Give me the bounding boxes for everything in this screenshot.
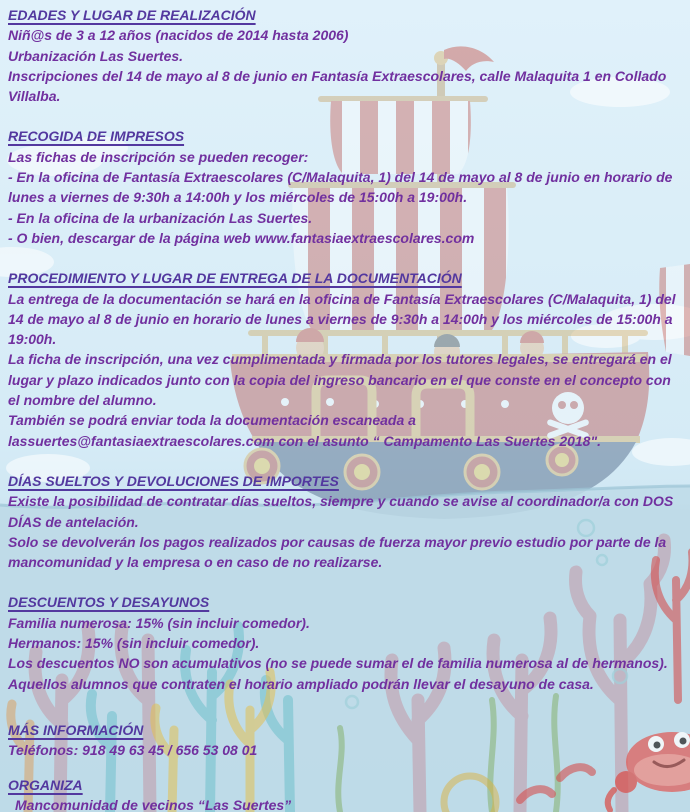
section-title-mas-informacion: MÁS INFORMACIÓN [8, 721, 144, 738]
paragraph: La ficha de inscripción, una vez cumplimentada y firmada por los tutores legales, se entregará en el lugar y plazo indicados junto con la copia del ingreso bancario en el que conste en el concepto con el nombre del alumno. [8, 351, 672, 409]
paragraph: La entrega de la documentación se hará en la oficina de Fantasía Extraescolares (C/Malaquita, 1) del 14 de mayo al 8 de junio en horario de lunes a viernes de 9:30h a 14:00h y los miércoles de 15:00h a 19:00h. [8, 290, 676, 348]
paragraph: Familia numerosa: 15% (sin incluir comedor). [8, 614, 310, 631]
phone-numbers: Teléfonos: 918 49 63 45 / 656 53 08 01 [8, 742, 258, 759]
organizer-name: Mancomunidad de vecinos “Las Suertes” [15, 796, 292, 812]
paragraph: - En la oficina de Fantasía Extraescolares (C/Malaquita, 1) del 14 de mayo al 8 de junio en horario de lunes a viernes de 9:30h a 14:00h y los miércoles de 15:00h a 19:00h. [8, 169, 673, 206]
paragraph: Niñ@s de 3 a 12 años (nacidos de 2014 hasta 2006) [8, 27, 349, 44]
paragraph: Solo se devolverán los pagos realizados por causas de fuerza mayor previo estudio por parte de la mancomunidad y la empresa o en caso de no realizarse. [8, 533, 667, 571]
section-mas-informacion [8, 720, 686, 761]
section-procedimiento [8, 268, 686, 451]
paragraph: - O bien, descargar de la página web www.fantasiaextraescolares.com [8, 229, 475, 246]
paragraph: Hermanos: 15% (sin incluir comedor). [8, 635, 260, 652]
paragraph: Las fichas de inscripción se pueden recoger: [8, 148, 309, 165]
section-title-edades: EDADES Y LUGAR DE REALIZACIÓN [8, 7, 256, 23]
section-title-recogida: RECOGIDA DE IMPRESOS [8, 128, 185, 145]
paragraph: Aquellos alumnos que contraten el horario ampliado podrán llevar el desayuno de casa. [8, 675, 594, 692]
section-descuentos [8, 592, 686, 693]
section-title-descuentos: DESCUENTOS Y DESAYUNOS [8, 594, 210, 611]
section-recogida [8, 126, 686, 248]
paragraph: - En la oficina de la urbanización Las Suertes. [8, 209, 313, 226]
section-title-dias-sueltos: DÍAS SUELTOS Y DEVOLUCIONES DE IMPORTES [8, 472, 339, 489]
section-title-procedimiento: PROCEDIMIENTO Y LUGAR DE ENTREGA DE LA DOCUMENTACIÓN [8, 270, 462, 287]
section-organiza [8, 775, 686, 812]
paragraph: Los descuentos NO son acumulativos (no se puede sumar el de familia numerosa al de hermanos). [8, 655, 668, 672]
paragraph: También se podrá enviar toda la documentación escaneada a lassuertes@fantasiaextraescolares.com con el asunto “ Campamento Las Suertes 2018". [8, 412, 601, 449]
paragraph: Inscripciones del 14 de mayo al 8 de junio en Fantasía Extraescolares, calle Malaquita 1 en Collado Villalba. [8, 67, 667, 105]
section-title-organiza: ORGANIZA [8, 776, 83, 793]
paragraph: Existe la posibilidad de contratar días sueltos, siempre y cuando se avise al coordinador/a con DOS DÍAS de antelación. [8, 493, 674, 530]
paragraph: Urbanización Las Suertes. [8, 47, 184, 64]
section-dias-sueltos [8, 471, 686, 572]
section-edades [8, 5, 686, 106]
